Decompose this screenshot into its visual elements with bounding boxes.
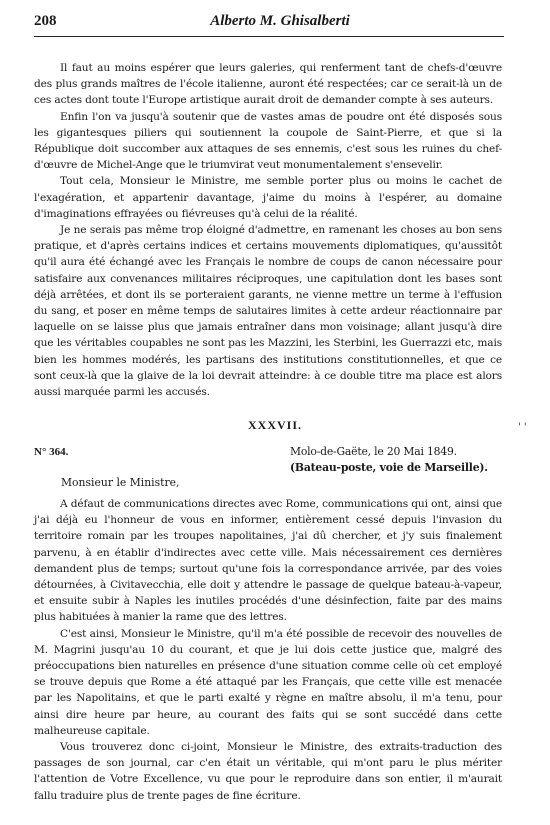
salutation: Monsieur le Ministre, [61, 476, 180, 489]
dispatch-route: (Bateau-poste, voie de Marseille). [290, 460, 488, 474]
letter-body [34, 496, 502, 804]
paragraph: Je ne serais pas même trop éloigné d'admettre, en ramenant les choses au bon sens pratique, et d'après certains indices et certains mouvements diplomatiques, qu'aussitôt qu'il aura été échangé avec les Français le nombre de coups de canon nécessaire pour satisfaire aux convenances militaires réciproques, une capitulation dont les bases sont déjà arrêtées, et dont ils se porteraient garants, ne vienne mettre un terme à l'effusion du sang, et poser en même temps de salutaires limites à cette ardeur réactionnaire par laquelle on se laisse plus que jamais entraîner dans mon voisinage; allant jusqu'à dire que les véritables coupables ne sont pas les Mazzini, les Sterbini, les Guerrazzi etc, mais bien les hommes modérés, les partisans des institutions constitutionnelles, et que ce sont ceux-là que la glaive de la loi devrait atteindre: à ce double titre ma place est alors aussi marquée parmi les accusés. [34, 224, 502, 399]
place-date-block [290, 444, 502, 475]
running-title: Alberto M. Ghisalberti [210, 13, 350, 29]
document-number: N° 364. [34, 446, 69, 458]
running-header [34, 13, 502, 33]
header-rule [34, 36, 504, 37]
paragraph: C'est ainsi, Monsieur le Ministre, qu'il m'a été possible de recevoir des nouvelles de M. Magrini jusqu'au 10 du courant, et que je lui dois cette justice que, malgré des préoccupations bien naturelles en présence d'une situation comme celle où cet employé se trouve depuis que Rome a été attaqué par les Français, que cette ville est menacée par les Napolitains, et que le parti exalté y règne en maître absolu, il m'a tenu, pour ainsi dire heure par heure, au courant des faits qui se sont succédé dans cette malheureuse capitale. [34, 627, 502, 737]
paragraph: Enfin l'on va jusqu'à soutenir que de vastes amas de poudre ont été disposés sous les gigantesques piliers qui soutiennent la coupole de Saint-Pierre, et que si la République doit succomber aux attaques de ses ennemis, c'est sous les ruines du chef-d'œuvre de Michel-Ange que le triumvirat veut monumentalement s'ensevelir. [34, 110, 502, 172]
margin-marks: ' ' [518, 422, 527, 433]
paragraph: A défaut de communications directes avec Rome, communications qui ont, ainsi que j'ai déjà eu l'honneur de vous en informer, entièrement cessé depuis l'invasion du territoire romain par les troupes napolitaines, j'ai dû chercher, et j'y suis finalement parvenu, à en établir d'indirectes avec cette ville. Mais nécessairement ces dernières demandent plus de temps; surtout qu'une fois la correspondance arrivée, par des voies détournées, à Civitavecchia, elle doit y attendre le passage de quelque bateau-à-vapeur, et ensuite subir à Naples les inutiles procédés d'une désinfection, faite par des mains plus habituées à manier la rame que des lettres. [34, 498, 502, 624]
page-number: 208 [34, 13, 57, 29]
paragraph: Tout cela, Monsieur le Ministre, me semble porter plus ou moins le cachet de l'exagération, et appartenir davantage, j'aime du moins à l'espérer, au domaine d'imaginations effrayées ou fiévreuses qu'à celui de la réalité. [34, 175, 502, 220]
paragraph: Il faut au moins espérer que leurs galeries, qui renferment tant de chefs-d'œuvre des plus grands maîtres de l'école italienne, auront été respectées; car ce serait-là un de ces actes dont toute l'Europe artistique aurait droit de demander compte à ses auteurs. [34, 62, 502, 107]
upper-text-block [34, 60, 502, 400]
section-heading: XXXVII. [247, 418, 302, 432]
paragraph: Vous trouverez donc ci-joint, Monsieur le Ministre, des extraits-traduction des passages de son journal, car c'en était un véritable, qui m'ont paru le plus mériter l'attention de Votre Excellence, vu que pour le reproduire dans son entier, il m'aurait fallu traduire plus de trente pages de fine écriture. [34, 741, 502, 802]
place-date: Molo-de-Gaëte, le 20 Mai 1849. [290, 445, 457, 458]
